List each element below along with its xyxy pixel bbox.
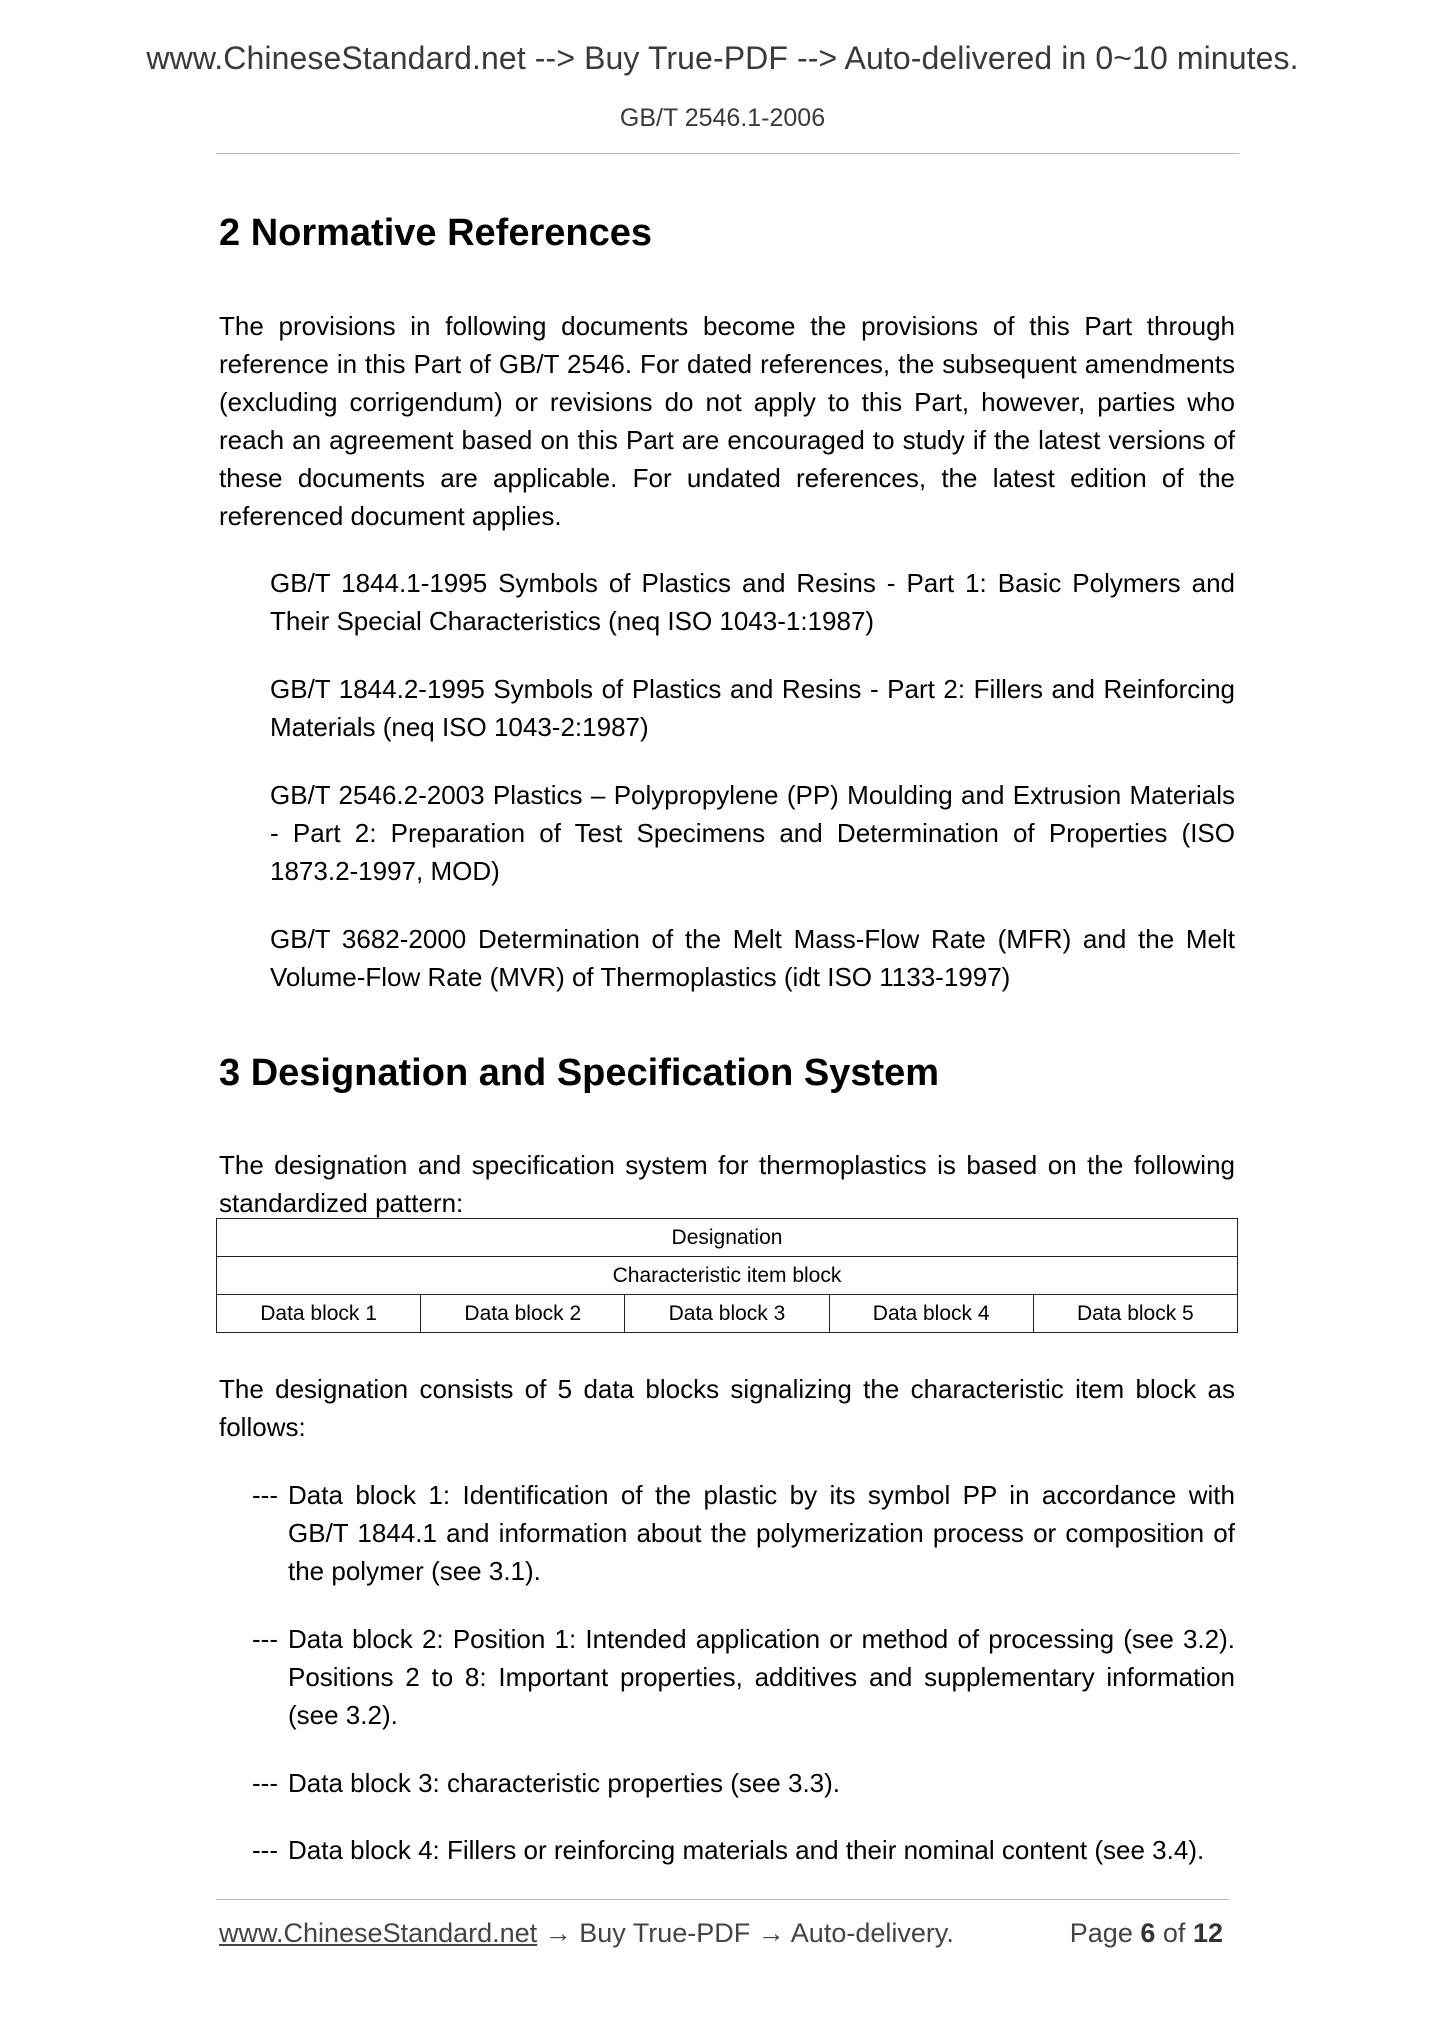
footer-site-link[interactable]: www.ChineseStandard.net xyxy=(219,1918,538,1948)
dash-marker: --- xyxy=(252,1480,278,1510)
data-block-cell: Data block 2 xyxy=(421,1295,625,1333)
data-block-item xyxy=(252,1476,1235,1590)
dash-marker: --- xyxy=(252,1835,278,1865)
data-block-item-text: Data block 3: characteristic properties (see 3.3). xyxy=(288,1768,841,1798)
page-current: 6 xyxy=(1140,1918,1156,1948)
data-block-item xyxy=(252,1620,1235,1734)
footer-divider xyxy=(216,1899,1229,1900)
data-block-item xyxy=(252,1831,1235,1869)
section-2-intro: The provisions in following documents become the provisions of this Part through reference in this Part of GB/T 2546. For dated references, the subsequent amendments (excluding corrigendum) or revisions do not apply to this Part, however, parties who reach an agreement based on this Part are encouraged to study if the latest versions of these documents are applicable. For undated references, the latest edition of the referenced document applies. xyxy=(219,311,1235,531)
designation-cell: Designation xyxy=(217,1219,1238,1257)
site-banner: www.ChineseStandard.net --> Buy True-PDF --> Auto-delivered in 0~10 minutes. xyxy=(146,40,1299,76)
dash-marker: --- xyxy=(252,1624,278,1654)
section-3-heading: 3 Designation and Specification System xyxy=(219,1052,940,1094)
arrow-icon: → xyxy=(544,1918,572,1948)
reference-item: GB/T 1844.2-1995 Symbols of Plastics and Resins - Part 2: Fillers and Reinforcing Materials (neq ISO 1043-2:1987) xyxy=(270,674,1235,742)
page-label: Page xyxy=(1069,1918,1133,1948)
page-indicator xyxy=(1070,1918,1223,1949)
section-2-heading: 2 Normative References xyxy=(219,212,652,254)
data-block-cell: Data block 1 xyxy=(217,1295,421,1333)
data-block-item-text: Data block 4: Fillers or reinforcing materials and their nominal content (see 3.4). xyxy=(288,1835,1205,1865)
reference-item: GB/T 1844.1-1995 Symbols of Plastics and Resins - Part 1: Basic Polymers and Their Special Characteristics (neq ISO 1043-1:1987) xyxy=(270,568,1235,636)
data-block-item xyxy=(252,1764,1235,1802)
designation-description: The designation consists of 5 data blocks signalizing the characteristic item block as follows: xyxy=(219,1374,1235,1442)
standard-code: GB/T 2546.1-2006 xyxy=(619,104,826,132)
footer-promo xyxy=(219,1918,954,1949)
designation-table xyxy=(216,1218,1238,1333)
header-divider xyxy=(216,153,1239,154)
footer-buy-text: Buy True-PDF xyxy=(579,1918,751,1948)
reference-item: GB/T 2546.2-2003 Plastics – Polypropylene (PP) Moulding and Extrusion Materials - Part 2: Preparation of Test Specimens and Determination of Properties (ISO 1873.2-1997, MOD) xyxy=(270,780,1235,886)
section-3-intro: The designation and specification system for thermoplastics is based on the following standardized pattern: xyxy=(219,1150,1235,1218)
arrow-icon: → xyxy=(757,1918,785,1948)
data-block-item-text: Data block 2: Position 1: Intended application or method of processing (see 3.2). Positions 2 to 8: Important properties, additives and supplementary information (see 3.2). xyxy=(288,1624,1235,1730)
dash-marker: --- xyxy=(252,1768,278,1798)
data-block-cell: Data block 3 xyxy=(625,1295,829,1333)
data-block-item-text: Data block 1: Identification of the plastic by its symbol PP in accordance with GB/T 1844.1 and information about the polymerization process or composition of the polymer (see 3.1). xyxy=(288,1480,1235,1586)
footer-delivery-text: Auto-delivery. xyxy=(790,1918,954,1948)
page-of-label: of xyxy=(1162,1918,1186,1948)
data-block-cell: Data block 4 xyxy=(829,1295,1033,1333)
characteristic-item-block-cell: Characteristic item block xyxy=(217,1257,1238,1295)
page-total: 12 xyxy=(1192,1918,1223,1948)
data-block-cell: Data block 5 xyxy=(1033,1295,1237,1333)
reference-item: GB/T 3682-2000 Determination of the Melt Mass-Flow Rate (MFR) and the Melt Volume-Flow Rate (MVR) of Thermoplastics (idt ISO 1133-1997) xyxy=(270,924,1235,992)
